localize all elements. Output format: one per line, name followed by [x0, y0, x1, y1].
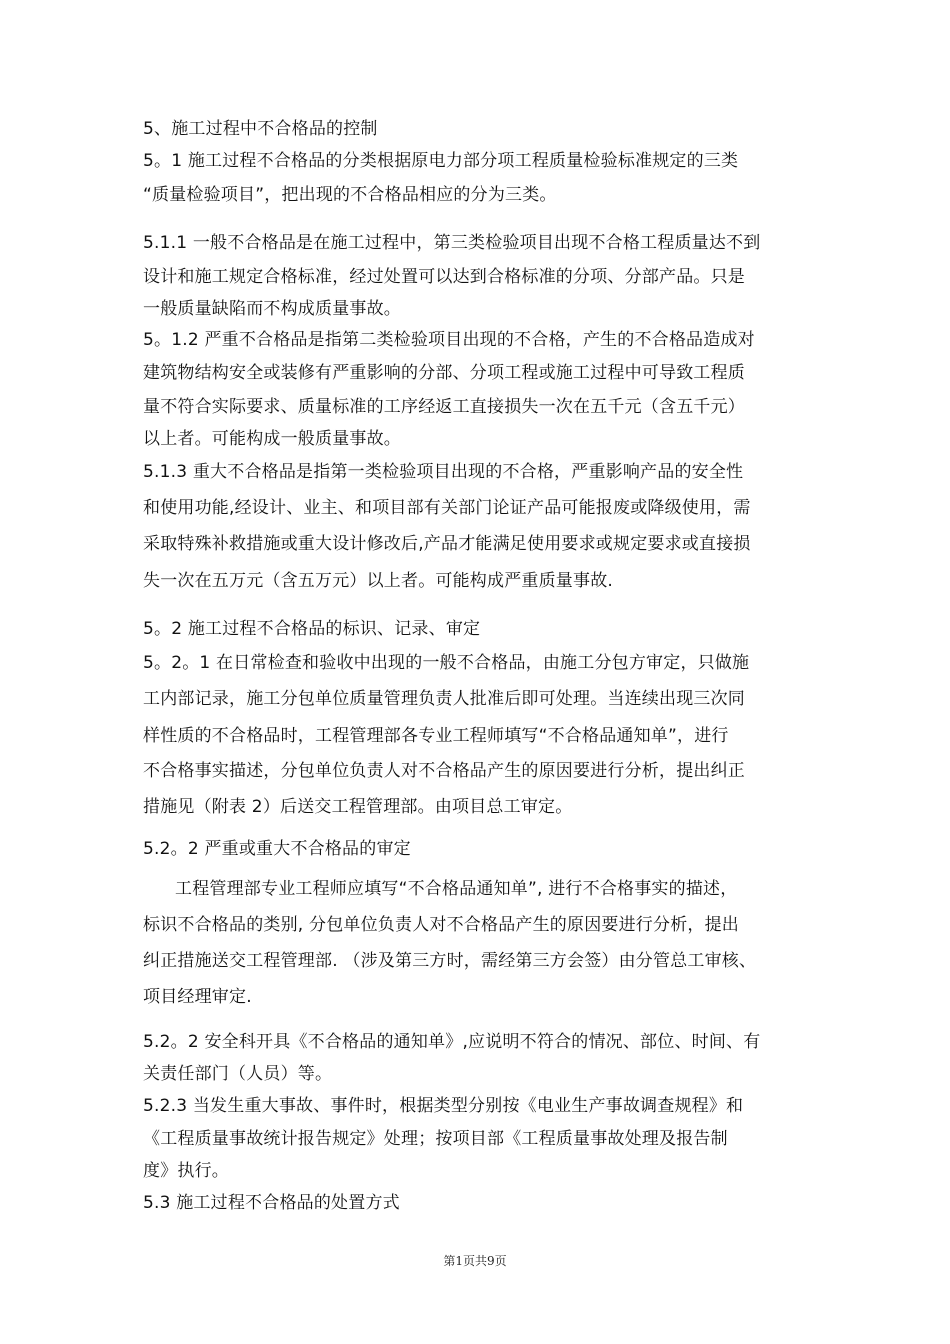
- paragraph-line: 标识不合格品的类别, 分包单位负责人对不合格品产生的原因要进行分析，提出: [143, 915, 740, 935]
- paragraph-line: 5.1.3 重大不合格品是指第一类检验项目出现的不合格，严重影响产品的安全性: [143, 462, 744, 482]
- paragraph-line: 不合格事实描述，分包单位负责人对不合格品产生的原因要进行分析，提出纠正: [143, 761, 745, 781]
- paragraph-line: 项目经理审定.: [143, 987, 252, 1007]
- paragraph-line: 工程管理部专业工程师应填写“不合格品通知单”, 进行不合格事实的描述，: [175, 879, 738, 899]
- section-heading: 5.3 施工过程不合格品的处置方式: [143, 1193, 400, 1213]
- section-heading: 5、施工过程中不合格品的控制: [143, 119, 378, 139]
- paragraph-line: “质量检验项目”，把出现的不合格品相应的分为三类。: [143, 185, 557, 205]
- paragraph-line: 5。1 施工过程不合格品的分类根据原电力部分项工程质量检验标准规定的三类: [143, 151, 739, 171]
- paragraph-line: 度》执行。: [143, 1161, 229, 1181]
- paragraph-line: 措施见（附表 2）后送交工程管理部。由项目总工审定。: [143, 797, 573, 817]
- paragraph-line: 样性质的不合格品时，工程管理部各专业工程师填写“不合格品通知单”，进行: [143, 726, 729, 746]
- paragraph-line: 5。2。1 在日常检查和验收中出现的一般不合格品，由施工分包方审定，只做施: [143, 653, 750, 673]
- paragraph-line: 纠正措施送交工程管理部. （涉及第三方时，需经第三方会签）由分管总工审核、: [143, 951, 757, 971]
- paragraph-line: 5.2。2 安全科开具《不合格品的通知单》,应说明不符合的情况、部位、时间、有: [143, 1032, 761, 1052]
- paragraph-line: 工内部记录，施工分包单位质量管理负责人批准后即可处理。当连续出现三次同: [143, 689, 745, 709]
- section-heading: 5.2。2 严重或重大不合格品的审定: [143, 839, 411, 859]
- paragraph-line: 建筑物结构安全或装修有严重影响的分部、分项工程或施工过程中可导致工程质: [143, 363, 745, 383]
- paragraph-line: 5.2.3 当发生重大事故、事件时，根据类型分别按《电业生产事故调查规程》和: [143, 1096, 744, 1116]
- page-number-footer: 第1页共9页: [443, 1254, 507, 1268]
- paragraph-line: 设计和施工规定合格标准，经过处置可以达到合格标准的分项、分部产品。只是: [143, 267, 745, 287]
- section-heading: 5。2 施工过程不合格品的标识、记录、审定: [143, 619, 481, 639]
- paragraph-line: 和使用功能,经设计、业主、和项目部有关部门论证产品可能报废或降级使用，需: [143, 498, 751, 518]
- paragraph-line: 以上者。可能构成一般质量事故。: [143, 429, 401, 449]
- paragraph-line: 失一次在五万元（含五万元）以上者。可能构成严重质量事故.: [143, 571, 614, 591]
- paragraph-line: 《工程质量事故统计报告规定》处理；按项目部《工程质量事故处理及报告制: [143, 1129, 728, 1149]
- paragraph-line: 5。1.2 严重不合格品是指第二类检验项目出现的不合格，产生的不合格品造成对: [143, 330, 755, 350]
- paragraph-line: 采取特殊补救措施或重大设计修改后,产品才能满足使用要求或规定要求或直接损: [143, 534, 751, 554]
- paragraph-line: 量不符合实际要求、质量标准的工序经返工直接损失一次在五千元（含五千元）: [143, 397, 745, 417]
- paragraph-line: 一般质量缺陷而不构成质量事故。: [143, 299, 401, 319]
- paragraph-line: 关责任部门（人员）等。: [143, 1064, 333, 1084]
- paragraph-line: 5.1.1 一般不合格品是在施工过程中，第三类检验项目出现不合格工程质量达不到: [143, 233, 761, 253]
